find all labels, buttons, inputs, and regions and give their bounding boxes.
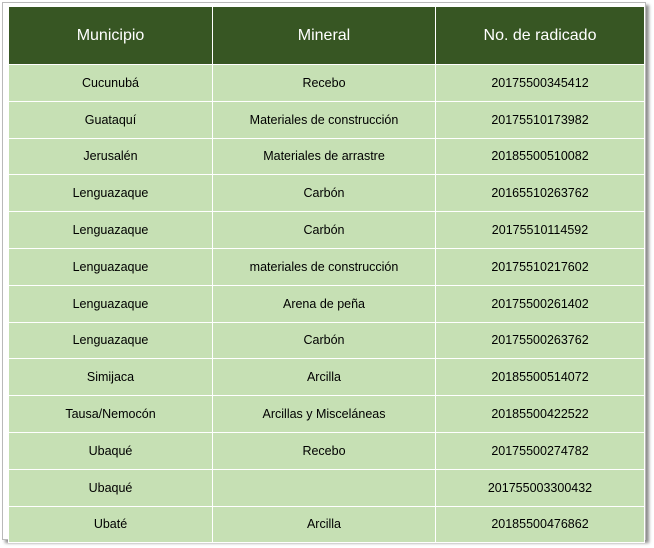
cell-mineral: Materiales de construcción [213,101,436,138]
cell-mineral [213,469,436,506]
table-row [9,322,645,359]
table-row [9,212,645,249]
cell-radicado: 20185500476862 [436,506,645,543]
cell-municipio: Jerusalén [9,138,213,175]
header-municipio: Municipio [9,7,213,65]
cell-municipio: Lenguazaque [9,175,213,212]
cell-radicado: 20185500422522 [436,396,645,433]
cell-mineral: Materiales de arrastre [213,138,436,175]
cell-radicado: 20175510217602 [436,248,645,285]
header-radicado: No. de radicado [436,7,645,65]
table-row [9,432,645,469]
table-row [9,138,645,175]
table-row [9,285,645,322]
table-row [9,396,645,433]
cell-municipio: Simijaca [9,359,213,396]
cell-municipio: Lenguazaque [9,285,213,322]
cell-mineral: Recebo [213,65,436,102]
cell-municipio: Lenguazaque [9,322,213,359]
cell-radicado: 20175500274782 [436,432,645,469]
cell-municipio: Guataquí [9,101,213,138]
cell-mineral: Arcilla [213,359,436,396]
table-header-row [9,7,645,65]
cell-radicado: 20185500514072 [436,359,645,396]
table-row [9,248,645,285]
table-row [9,506,645,543]
cell-radicado: 20185500510082 [436,138,645,175]
table-row [9,359,645,396]
cell-radicado: 20175510114592 [436,212,645,249]
cell-radicado: 201755003300432 [436,469,645,506]
header-mineral: Mineral [213,7,436,65]
cell-municipio: Tausa/Nemocón [9,396,213,433]
cell-municipio: Ubaqué [9,432,213,469]
cell-municipio: Lenguazaque [9,212,213,249]
cell-mineral: Carbón [213,212,436,249]
cell-mineral: Arcilla [213,506,436,543]
cell-mineral: materiales de construcción [213,248,436,285]
cell-radicado: 20175500345412 [436,65,645,102]
cell-mineral: Arcillas y Misceláneas [213,396,436,433]
cell-mineral: Carbón [213,175,436,212]
table-row [9,101,645,138]
table-row [9,175,645,212]
cell-municipio: Ubaqué [9,469,213,506]
table-row [9,469,645,506]
radicados-table [8,7,645,543]
table-frame [2,2,646,540]
cell-municipio: Ubaté [9,506,213,543]
cell-municipio: Lenguazaque [9,248,213,285]
cell-mineral: Arena de peña [213,285,436,322]
cell-radicado: 20175500261402 [436,285,645,322]
table-row [9,65,645,102]
cell-municipio: Cucunubá [9,65,213,102]
table-body [9,65,645,543]
cell-mineral: Carbón [213,322,436,359]
cell-radicado: 20175510173982 [436,101,645,138]
cell-radicado: 20175500263762 [436,322,645,359]
cell-mineral: Recebo [213,432,436,469]
cell-radicado: 20165510263762 [436,175,645,212]
